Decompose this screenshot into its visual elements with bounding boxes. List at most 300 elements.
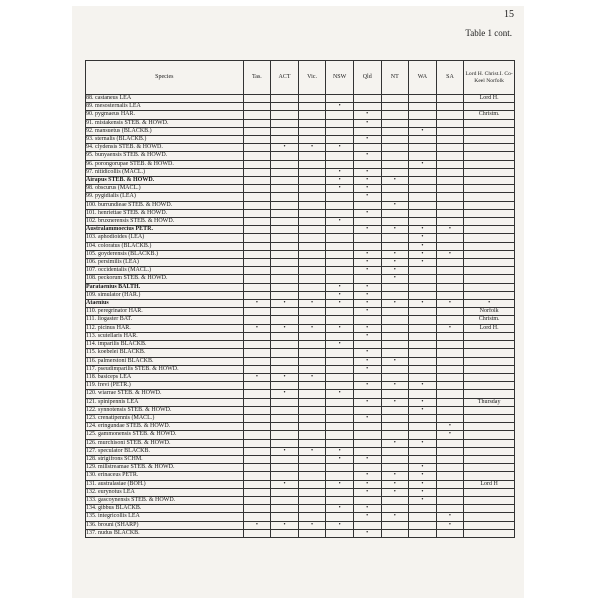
distribution-cell — [436, 185, 464, 193]
distribution-cell — [271, 505, 299, 513]
distribution-cell — [436, 406, 464, 414]
distribution-cell — [298, 234, 326, 242]
distribution-cell — [326, 259, 354, 267]
distribution-cell — [409, 291, 437, 299]
table-row — [86, 119, 515, 127]
distribution-cell: • — [326, 291, 354, 299]
distribution-cell: • — [436, 250, 464, 258]
island-note-cell — [464, 185, 515, 193]
distribution-cell — [326, 472, 354, 480]
island-note-cell — [464, 136, 515, 144]
distribution-cell — [381, 447, 409, 455]
distribution-cell: • — [353, 513, 381, 521]
distribution-cell — [326, 373, 354, 381]
distribution-cell — [436, 95, 464, 103]
island-note-cell — [464, 218, 515, 226]
distribution-cell — [271, 168, 299, 176]
distribution-cell — [271, 472, 299, 480]
distribution-cell — [381, 144, 409, 152]
distribution-cell — [326, 136, 354, 144]
species-name-cell: Australammoecius PETR. — [86, 226, 244, 234]
distribution-cell: • — [381, 472, 409, 480]
distribution-cell — [409, 185, 437, 193]
distribution-cell — [436, 398, 464, 406]
distribution-cell: • — [353, 250, 381, 258]
distribution-cell — [381, 341, 409, 349]
distribution-cell — [436, 259, 464, 267]
table-row — [86, 373, 515, 381]
distribution-cell: • — [298, 521, 326, 529]
column-header-islands: Lord H. Christ.I. Co-Keel Norfolk — [464, 61, 515, 95]
island-note-cell — [464, 127, 515, 135]
table-row — [86, 324, 515, 332]
distribution-cell: • — [298, 373, 326, 381]
species-name-cell: Ataenius — [86, 300, 244, 308]
table-row — [86, 291, 515, 299]
distribution-cell — [298, 496, 326, 504]
table-row — [86, 423, 515, 431]
distribution-cell — [353, 447, 381, 455]
distribution-cell — [298, 480, 326, 488]
species-distribution-table — [85, 60, 515, 538]
species-name-cell: 94. clydensis STEB. & HOWD. — [86, 144, 244, 152]
table-row — [86, 480, 515, 488]
distribution-cell — [436, 341, 464, 349]
distribution-cell: • — [326, 447, 354, 455]
table-row — [86, 472, 515, 480]
distribution-cell — [298, 513, 326, 521]
species-name-cell: 105. goyderensis (BLACKB.) — [86, 250, 244, 258]
distribution-cell — [326, 119, 354, 127]
distribution-cell — [271, 193, 299, 201]
distribution-cell — [298, 349, 326, 357]
distribution-cell — [326, 160, 354, 168]
table-row — [86, 382, 515, 390]
distribution-cell — [381, 103, 409, 111]
distribution-cell — [298, 259, 326, 267]
distribution-cell: • — [381, 513, 409, 521]
island-note-cell — [464, 464, 515, 472]
distribution-cell — [409, 275, 437, 283]
distribution-cell — [243, 406, 271, 414]
distribution-cell: • — [353, 193, 381, 201]
distribution-cell: • — [381, 439, 409, 447]
distribution-cell — [298, 152, 326, 160]
island-note-cell — [464, 365, 515, 373]
distribution-cell — [298, 111, 326, 119]
distribution-cell — [326, 414, 354, 422]
distribution-cell — [271, 431, 299, 439]
island-note-cell — [464, 275, 515, 283]
distribution-cell — [326, 496, 354, 504]
distribution-cell: • — [409, 127, 437, 135]
island-note-cell — [464, 242, 515, 250]
distribution-cell: • — [326, 144, 354, 152]
distribution-cell — [353, 127, 381, 135]
distribution-cell: • — [409, 439, 437, 447]
distribution-cell — [353, 390, 381, 398]
distribution-cell — [353, 234, 381, 242]
island-note-cell — [464, 103, 515, 111]
distribution-cell — [436, 349, 464, 357]
distribution-cell: • — [436, 521, 464, 529]
distribution-cell — [353, 103, 381, 111]
distribution-cell: • — [326, 521, 354, 529]
distribution-cell — [436, 472, 464, 480]
species-name-cell: 99. pygidialis (LEA) — [86, 193, 244, 201]
distribution-cell — [298, 218, 326, 226]
distribution-cell: • — [353, 283, 381, 291]
distribution-cell — [298, 455, 326, 463]
distribution-cell — [326, 431, 354, 439]
distribution-cell — [436, 144, 464, 152]
distribution-cell — [243, 447, 271, 455]
distribution-cell — [326, 382, 354, 390]
distribution-cell — [271, 201, 299, 209]
distribution-cell — [271, 283, 299, 291]
distribution-cell — [271, 160, 299, 168]
distribution-cell — [243, 529, 271, 537]
distribution-cell — [271, 250, 299, 258]
distribution-cell — [436, 439, 464, 447]
distribution-cell — [381, 316, 409, 324]
species-name-cell: 117. pseudimparilis STEB. & HOWD. — [86, 365, 244, 373]
distribution-cell — [409, 168, 437, 176]
distribution-cell: • — [243, 373, 271, 381]
distribution-cell — [409, 209, 437, 217]
distribution-cell — [298, 103, 326, 111]
table-row — [86, 455, 515, 463]
distribution-cell — [381, 390, 409, 398]
distribution-cell — [381, 242, 409, 250]
distribution-cell — [436, 193, 464, 201]
distribution-cell: • — [381, 300, 409, 308]
distribution-cell — [409, 144, 437, 152]
distribution-cell — [298, 119, 326, 127]
distribution-cell — [326, 95, 354, 103]
species-name-cell: 130. erinaceus PETR. — [86, 472, 244, 480]
distribution-cell — [436, 496, 464, 504]
distribution-cell — [298, 127, 326, 135]
distribution-cell — [271, 488, 299, 496]
distribution-cell — [243, 341, 271, 349]
table-row — [86, 521, 515, 529]
distribution-cell — [243, 357, 271, 365]
distribution-cell — [271, 209, 299, 217]
distribution-cell — [243, 505, 271, 513]
distribution-cell — [298, 341, 326, 349]
distribution-cell — [353, 464, 381, 472]
species-name-cell: 91. mistakensis STEB. & HOWD. — [86, 119, 244, 127]
page-number: 15 — [504, 9, 514, 20]
island-note-cell — [464, 250, 515, 258]
distribution-cell — [326, 234, 354, 242]
distribution-cell — [409, 316, 437, 324]
distribution-cell — [298, 193, 326, 201]
table-row — [86, 447, 515, 455]
island-note-cell — [464, 177, 515, 185]
distribution-cell — [409, 267, 437, 275]
distribution-cell — [409, 111, 437, 119]
distribution-cell — [381, 119, 409, 127]
distribution-cell — [298, 357, 326, 365]
table-body — [86, 95, 515, 538]
distribution-cell — [243, 390, 271, 398]
species-name-cell: 103. aphodioides (LEA) — [86, 234, 244, 242]
distribution-cell — [326, 201, 354, 209]
distribution-cell: • — [326, 177, 354, 185]
table-row — [86, 168, 515, 176]
column-header-nsw: NSW — [326, 61, 354, 95]
species-name-cell: 98. obscurus (MACL.) — [86, 185, 244, 193]
species-name-cell: 97. nitidicollis (MACL.) — [86, 168, 244, 176]
distribution-cell — [298, 160, 326, 168]
distribution-cell: • — [409, 226, 437, 234]
distribution-cell: • — [353, 472, 381, 480]
distribution-cell — [436, 316, 464, 324]
distribution-cell — [326, 406, 354, 414]
species-name-cell: 88. castaneus LEA — [86, 95, 244, 103]
distribution-cell — [436, 283, 464, 291]
distribution-cell — [243, 160, 271, 168]
distribution-cell — [243, 218, 271, 226]
distribution-cell — [353, 521, 381, 529]
species-name-cell: 123. crenatipennis (MACL.) — [86, 414, 244, 422]
distribution-cell — [326, 242, 354, 250]
table-row — [86, 398, 515, 406]
distribution-cell — [271, 177, 299, 185]
distribution-cell — [298, 267, 326, 275]
distribution-cell: • — [326, 168, 354, 176]
distribution-cell: • — [326, 505, 354, 513]
species-name-cell: 134. gibbus BLACKB. — [86, 505, 244, 513]
distribution-cell — [409, 283, 437, 291]
distribution-cell: • — [353, 291, 381, 299]
distribution-cell — [409, 521, 437, 529]
distribution-cell — [326, 332, 354, 340]
distribution-cell — [271, 513, 299, 521]
table-row — [86, 332, 515, 340]
island-note-cell — [464, 496, 515, 504]
distribution-cell — [353, 242, 381, 250]
table-header-row — [86, 61, 515, 95]
distribution-cell — [409, 447, 437, 455]
distribution-cell — [436, 373, 464, 381]
table-row — [86, 201, 515, 209]
table-row — [86, 259, 515, 267]
island-note-cell — [464, 144, 515, 152]
species-name-cell: 137. nudus BLACKB. — [86, 529, 244, 537]
distribution-cell — [298, 242, 326, 250]
distribution-cell — [298, 201, 326, 209]
distribution-cell — [298, 275, 326, 283]
distribution-cell: • — [353, 414, 381, 422]
distribution-cell — [298, 472, 326, 480]
distribution-cell — [243, 496, 271, 504]
island-note-cell — [464, 193, 515, 201]
island-note-cell — [464, 234, 515, 242]
distribution-cell: • — [409, 496, 437, 504]
distribution-cell — [436, 177, 464, 185]
distribution-cell — [436, 242, 464, 250]
distribution-cell — [409, 308, 437, 316]
distribution-cell: • — [353, 267, 381, 275]
distribution-cell — [409, 193, 437, 201]
distribution-cell — [409, 513, 437, 521]
island-note-cell — [464, 291, 515, 299]
distribution-cell — [436, 119, 464, 127]
distribution-cell: • — [353, 209, 381, 217]
distribution-cell: • — [326, 300, 354, 308]
column-header-vic: Vic. — [298, 61, 326, 95]
island-note-cell — [464, 119, 515, 127]
distribution-cell — [298, 365, 326, 373]
distribution-cell — [381, 127, 409, 135]
island-note-cell — [464, 373, 515, 381]
island-note-cell — [464, 226, 515, 234]
distribution-cell — [271, 357, 299, 365]
distribution-cell — [381, 308, 409, 316]
distribution-cell — [271, 308, 299, 316]
distribution-cell — [326, 193, 354, 201]
distribution-cell — [271, 414, 299, 422]
distribution-cell — [298, 505, 326, 513]
distribution-cell — [326, 275, 354, 283]
table-row — [86, 414, 515, 422]
table-row — [86, 152, 515, 160]
distribution-cell: • — [409, 234, 437, 242]
island-note-cell — [464, 259, 515, 267]
distribution-cell: • — [271, 144, 299, 152]
species-name-cell: 96. porongorupae STEB. & HOWD. — [86, 160, 244, 168]
distribution-cell — [381, 209, 409, 217]
distribution-cell — [243, 250, 271, 258]
island-note-cell — [464, 472, 515, 480]
distribution-cell — [436, 136, 464, 144]
column-header-species: Species — [86, 61, 244, 95]
distribution-cell — [243, 95, 271, 103]
species-name-cell: 90. pygmaeus HAR. — [86, 111, 244, 119]
distribution-cell — [298, 316, 326, 324]
distribution-cell — [243, 103, 271, 111]
distribution-cell — [436, 332, 464, 340]
distribution-cell: • — [353, 259, 381, 267]
table-row — [86, 218, 515, 226]
distribution-cell — [353, 439, 381, 447]
distribution-cell: • — [436, 431, 464, 439]
species-name-cell: 135. integricollis LEA — [86, 513, 244, 521]
distribution-cell: • — [271, 390, 299, 398]
distribution-cell: • — [326, 218, 354, 226]
island-note-cell — [464, 390, 515, 398]
distribution-cell — [436, 447, 464, 455]
species-name-cell: 113. scutellaris HAR. — [86, 332, 244, 340]
distribution-cell: • — [353, 349, 381, 357]
distribution-cell — [353, 406, 381, 414]
species-name-cell: 102. bruxnerensis STEB. & HOWD. — [86, 218, 244, 226]
distribution-cell — [381, 496, 409, 504]
island-note-cell — [464, 414, 515, 422]
table-row — [86, 136, 515, 144]
distribution-cell — [298, 390, 326, 398]
distribution-cell — [409, 505, 437, 513]
distribution-cell — [436, 291, 464, 299]
table-row — [86, 349, 515, 357]
distribution-cell: • — [409, 480, 437, 488]
distribution-cell — [381, 373, 409, 381]
distribution-cell — [271, 234, 299, 242]
distribution-cell — [243, 234, 271, 242]
species-name-cell: 118. basiceps LEA — [86, 373, 244, 381]
island-note-cell — [464, 168, 515, 176]
distribution-cell — [243, 439, 271, 447]
distribution-cell — [271, 218, 299, 226]
distribution-cell: • — [271, 521, 299, 529]
distribution-cell — [381, 505, 409, 513]
table-row — [86, 357, 515, 365]
species-name-cell: 132. eurynotus LEA — [86, 488, 244, 496]
table-row — [86, 529, 515, 537]
distribution-cell — [409, 373, 437, 381]
distribution-cell — [436, 414, 464, 422]
distribution-cell — [243, 431, 271, 439]
species-name-cell: 122. synnotensis STEB. & HOWD. — [86, 406, 244, 414]
species-name-cell: 120. wiarrae STEB. & HOWD. — [86, 390, 244, 398]
table-row — [86, 341, 515, 349]
distribution-cell — [271, 439, 299, 447]
distribution-cell — [298, 431, 326, 439]
table-row — [86, 185, 515, 193]
island-note-cell — [464, 439, 515, 447]
column-header-sa: SA — [436, 61, 464, 95]
table-row — [86, 111, 515, 119]
island-note-cell: Norfolk — [464, 308, 515, 316]
distribution-cell — [326, 316, 354, 324]
distribution-cell — [353, 201, 381, 209]
distribution-cell: • — [381, 488, 409, 496]
distribution-cell — [298, 95, 326, 103]
column-header-act: ACT — [271, 61, 299, 95]
distribution-cell — [243, 283, 271, 291]
distribution-cell: • — [409, 250, 437, 258]
distribution-cell — [409, 177, 437, 185]
distribution-cell — [436, 455, 464, 463]
distribution-cell: • — [409, 472, 437, 480]
distribution-cell — [381, 431, 409, 439]
distribution-cell: • — [353, 136, 381, 144]
distribution-cell: • — [326, 341, 354, 349]
distribution-cell: • — [409, 464, 437, 472]
distribution-cell — [436, 529, 464, 537]
distribution-cell — [243, 472, 271, 480]
distribution-cell — [298, 209, 326, 217]
species-name-cell: 100. burrundieae STEB. & HOWD. — [86, 201, 244, 209]
distribution-cell — [326, 267, 354, 275]
distribution-cell: • — [409, 259, 437, 267]
distribution-cell — [436, 168, 464, 176]
species-name-cell: 108. peckorum STEB. & HOWD. — [86, 275, 244, 283]
distribution-cell — [353, 144, 381, 152]
distribution-cell: • — [243, 300, 271, 308]
distribution-cell — [381, 349, 409, 357]
distribution-cell: • — [271, 480, 299, 488]
distribution-cell — [271, 332, 299, 340]
distribution-cell: • — [326, 283, 354, 291]
species-name-cell: 121. spinipennis LEA — [86, 398, 244, 406]
table-row — [86, 496, 515, 504]
species-name-cell: 110. peregrinator HAR. — [86, 308, 244, 316]
distribution-cell: • — [271, 324, 299, 332]
